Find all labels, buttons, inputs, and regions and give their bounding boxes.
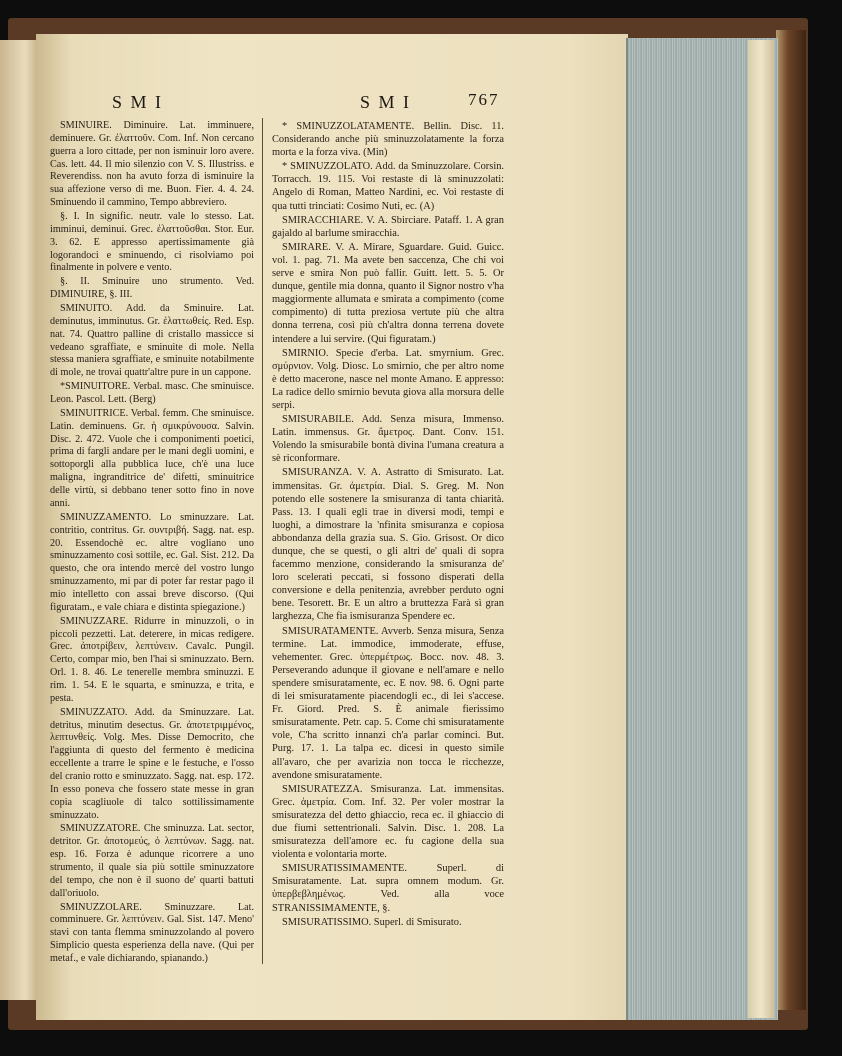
facing-page-edge — [0, 40, 37, 1000]
entry: SMINUITRICE. Verbal. femm. Che sminuisce. Latin. deminuens. Gr. ἡ σμικρύνουσα. Salvin. Disc. 2. 472. Vuole che i componimenti poetici, prima di fargli andare per le mani degli uomini, e sottoporgli alla pubblica luce, ch'è una luce maligna, ingranditrice de' difetti, sminuitrice delle virtù, si debbano tener sotto fino in nove anni. — [50, 407, 254, 509]
entry: SMINUITO. Add. da Sminuire. Lat. deminutus, imminutus. Gr. ἐλαττωθείς. Red. Esp. nat. 74. Quattro palline di cristallo massicce si vedeano sgraffiate, e sminuite di mole. Nella stessa maniera sgraffiate, e sminuite notabilmente di mole, ne trovai quattr'altre pure in un cappone. — [50, 303, 254, 379]
book-spine-edge — [776, 30, 806, 1010]
running-head-left: S M I — [112, 92, 164, 112]
right-column — [272, 120, 504, 930]
entry: SMISURANZA. V. A. Astratto di Smisurato. Lat. immensitas. Gr. ἀμετρία. Dial. S. Greg. M. Non potendo elle sostenere la smisuranza di tanta chiarità. Pass. 13. I quali egli trae in diversi modi, tempi e luoghi, a dimostrare la 'nfinita smisuranza e copiosa abbondanza della grazia sua. S. Gio. Grisost. Or dico dunque, che se questi, o gli altri de' quali di sopra facemmo menzione, considerando la smisuranza de' loro scelerati peccati, si fossono disperati della conversione e della penitenzia, avrebber perduto ogni bene. Tesorett. Br. E un altro a bruttezza Farà sì gran larghezza, Che fia ismisuranza Spendere ec. — [272, 467, 504, 623]
entry: SMISURATISSIMO. Superl. di Smisurato. — [282, 916, 462, 928]
entry: SMISURATISSIMAMENTE. Superl. di Smisuratamente. Lat. supra omnem modum. Gr. ὑπερβεβλημένως. Ved. alla voce STRANISSIMAMENTE, §. — [272, 863, 504, 914]
entry: SMINUZZATORE. Che sminuzza. Lat. sector, detritor. Gr. ἀποτομεύς, ὁ λεπτύνων. Sagg. nat. esp. 16. Forza è adunque ricorrere a uno strumento, il quale sia più sottile sminuzzatore del tempo, che non è il suono de' quarti battuti dall'oriuolo. — [50, 823, 254, 899]
page-number: 767 — [468, 90, 500, 109]
entry: * SMINUZZOLATAMENTE. Bellin. Disc. 11. Considerando anche più sminuzzolatamente la forza morta e la forza viva. (Min) — [272, 121, 504, 159]
entry: SMIRNIO. Specie d'erba. Lat. smyrnium. Grec. σμύρνιον. Volg. Diosc. Lo smirnio, che per altro nome è detto macerone, nasce nel monte Amano. E appresso: La radice dello smirnio bevuta giova alla morsura delle serpi. — [272, 347, 504, 411]
entry: SMIRARE. V. A. Mirare, Sguardare. Guid. Guicc. vol. 1. pag. 71. Ma avete ben saccenza, Che chi voi serve e smira Non può fallir. Guitt. lett. 5. 5. Or dunque, gentile mia donna, quanto il Signor nostro v'ha maggiormente allumata e smirata a compimento (come compimento) di tutta preziosa vertute più che altra donna terrena, così più ch'altra donna terrena dovete intendere a lui servire. (Qui figuratam.) — [272, 241, 504, 345]
entry: SMINUZZAMENTO. Lo sminuzzare. Lat. contritio, contritus. Gr. συντριβή. Sagg. nat. esp. 20. Essendochè ec. altre vogliano uno sminuzzamento così sottile, ec. Gal. Sist. 212. Da questo, che ora intendo mercè del vostro lungo sminuzzamento, mi par di poter far restar pago il mio intelletto con assai breve discorso. (Qui figuratam., e vale chiara e distinta spiegazione.) — [50, 511, 254, 613]
page-fore-edge-inner — [748, 40, 774, 1018]
entry: SMISURABILE. Add. Senza misura, Immenso. Latin. immensus. Gr. ἄμετρος. Dant. Conv. 151. Volendo la smisurabile bontà divina l'umana creatura a sè riconformare. — [272, 414, 504, 465]
entry: * SMINUZZOLATO. Add. da Sminuzzolare. Corsin. Torracch. 19. 115. Voi restaste di là sminuzzolati: Angelo di Roman, Matteo Nardini, ec. Voi restaste di qua tutti trinciati: Cosimo Nuti, ec. (A) — [272, 161, 504, 212]
entry: SMISURATEZZA. Smisuranza. Lat. immensitas. Grec. ἀμετρία. Com. Inf. 32. Per voler mostrar la smisuratezza del detto ghiaccio, reca ec. il ghiaccio di due fiumi settentrionali. Salvin. Disc. 1. 208. La smisuratezza dell'amore ec. fu cagione della sua violenta e volontaria morte. — [272, 783, 504, 861]
entry: SMISURATAMENTE. Avverb. Senza misura, Senza termine. Lat. immodice, immoderate, effuse, vehementer. Grec. ὑπερμέτρως. Bocc. nov. 48. 3. Perseverando adunque il giovane e nell'amare e nello spendere smisuratamente, ec. E nov. 98. 6. Ogni parte di lei smisuratamente piacendogli ec., di lei s'accese. Fr. Giord. Pred. S. È animale fierissimo smisuratamente. Petr. cap. 5. Come chi smisuratamente vole, C'ha scritto innanzi ch'a parlar cominci. But. Purg. 17. 1. La talpa ec. dicesi in questo simile all'avaro, che per avarizia non tocca le ricchezze, avendone smisuratamente. — [272, 625, 504, 781]
entry: SMIRACCHIARE. V. A. Sbirciare. Pataff. 1. A gran gajaldo al barlume smiracchia. — [272, 214, 504, 239]
entry: SMINUZZARE. Ridurre in minuzzoli, o in piccoli pezzetti. Lat. deterere, in micas redigere. Grec. ἀποτρίβειν, λεπτύνειν. Cavalc. Pungil. Certo, compar mio, ben l'hai sì sminuzzato. Bern. Orl. 1. 8. 46. Le tenerelle membra sminuzzi. E rim. 1. 54. E le squarta, e sminuzza, e trita, e pesta. — [50, 615, 254, 704]
entry: §. II. Sminuire uno strumento. Ved. DIMINUIRE, §. III. — [50, 276, 254, 301]
entry: *SMINUITORE. Verbal. masc. Che sminuisce. Leon. Pascol. Lett. (Berg) — [50, 381, 254, 406]
column-rule — [262, 118, 263, 964]
entry: SMINUZZOLARE. Sminuzzare. Lat. comminuere. Gr. λεπτύνειν. Gal. Sist. 147. Meno' stavi con tanta flemma sminuzzolando al povero Simplicio questa esperienza della nave. (Qui per metaf., e vale dichiarando, spianando.) — [50, 901, 254, 964]
entry: SMINUZZATO. Add. da Sminuzzare. Lat. detritus, minutim desectus. Gr. ἀποτετριμμένος, λεπτυνθείς. Volg. Mes. Disse Democrito, che l'aggiunta di questo del fermento è medicina eccellente a trarre le spine e le festuche, e l'osso del cranio rotto e sminuzzato. Sagg. nat. esp. 172. In esso poneva che fossero state messe in gran copia scagliuole di talco sottilissimamente sminuzzato. — [50, 706, 254, 821]
entry: §. I. In signific. neutr. vale lo stesso. Lat. imminui, deminui. Grec. ἐλαττοῦσθαι. Stor. Eur. 3. 62. E appresso apertissimamente già logorandoci e sminuendo, ci risolviamo poi finalmente in polvere e vento. — [50, 211, 254, 274]
running-head-right: S M I — [360, 92, 412, 112]
left-column — [50, 120, 254, 967]
entry: SMINUIRE. Diminuire. Lat. imminuere, deminuere. Gr. ἐλαττοῦν. Com. Inf. Non cercano guerra a loro cittade, per non isminuir loro avere. Cas. lett. 44. Il mio silenzio con V. S. Illustriss. e Reverendiss. non ha avuto forza di isminuire la sua affezione verso di me. Buon. Fier. 4. 4. 24. Sminuendo il cammino, Tempo abbreviero. — [50, 120, 254, 209]
